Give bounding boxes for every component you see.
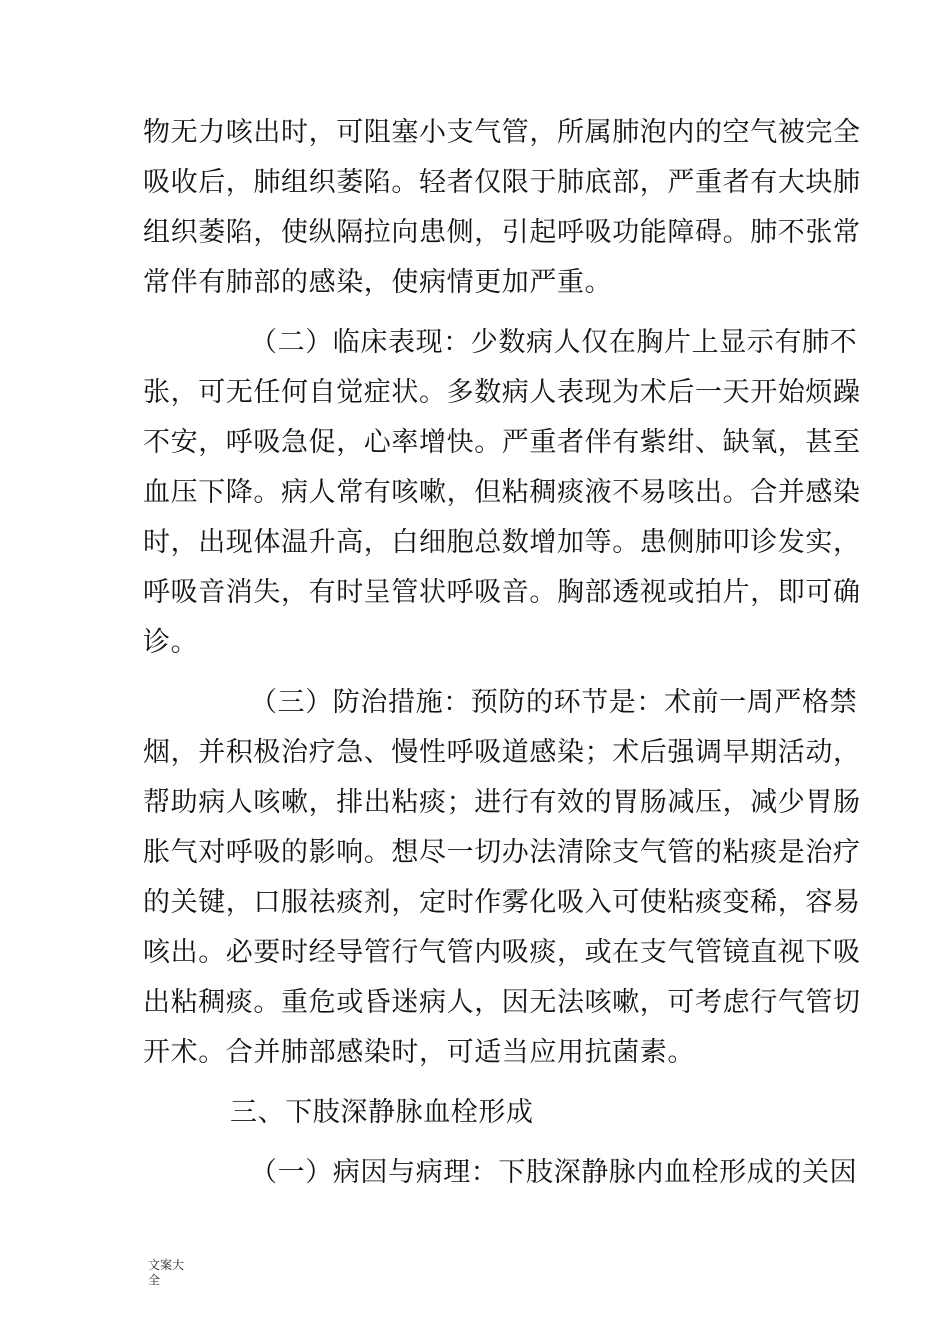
text-line: 呼吸音消失，有时呈管状呼吸音。胸部透视或拍片，即可确 xyxy=(143,577,861,608)
text-line: 吸收后，肺组织萎陷。轻者仅限于肺底部，严重者有大块肺 xyxy=(143,167,861,198)
text-line: 常伴有肺部的感染，使病情更加严重。 xyxy=(143,267,613,298)
text-line: 开术。合并肺部感染时，可适当应用抗菌素。 xyxy=(143,1037,695,1068)
text-line: 张，可无任何自觉症状。多数病人表现为术后一天开始烦躁 xyxy=(143,377,861,408)
text-line: 诊。 xyxy=(143,627,199,658)
text-line: 不安，呼吸急促，心率增快。严重者伴有紫绀、缺氧，甚至 xyxy=(143,427,861,458)
text-line: 烟，并积极治疗急、慢性呼吸道感染；术后强调早期活动， xyxy=(143,737,861,768)
footer-text: 文案大全 xyxy=(148,1258,185,1287)
text-line: 胀气对呼吸的影响。想尽一切办法清除支气管的粘痰是治疗 xyxy=(143,837,861,868)
paragraph-heading-line: （二）临床表现：少数病人仅在胸片上显示有肺不 xyxy=(250,327,858,358)
paragraph-heading-line: （一）病因与病理：下肢深静脉内血栓形成的关因 xyxy=(250,1157,858,1188)
text-line: 咳出。必要时经导管行气管内吸痰，或在支气管镜直视下吸 xyxy=(143,937,861,968)
text-line: 血压下降。病人常有咳嗽，但粘稠痰液不易咳出。合并感染 xyxy=(143,477,861,508)
text-line: 时，出现体温升高，白细胞总数增加等。患侧肺叩诊发实， xyxy=(143,527,861,558)
text-line: 帮助病人咳嗽，排出粘痰；进行有效的胃肠减压，减少胃肠 xyxy=(143,787,861,818)
text-line: 出粘稠痰。重危或昏迷病人，因无法咳嗽，可考虑行气管切 xyxy=(143,987,861,1018)
text-line: 物无力咳出时，可阻塞小支气管，所属肺泡内的空气被完全 xyxy=(143,117,861,148)
paragraph-heading-line: （三）防治措施：预防的环节是：术前一周严格禁 xyxy=(250,687,858,718)
section-heading: 三、下肢深静脉血栓形成 xyxy=(230,1097,534,1128)
text-line: 的关键，口服祛痰剂，定时作雾化吸入可使粘痰变稀，容易 xyxy=(143,887,861,918)
text-line: 组织萎陷，使纵隔拉向患侧，引起呼吸功能障碍。肺不张常 xyxy=(143,217,861,248)
